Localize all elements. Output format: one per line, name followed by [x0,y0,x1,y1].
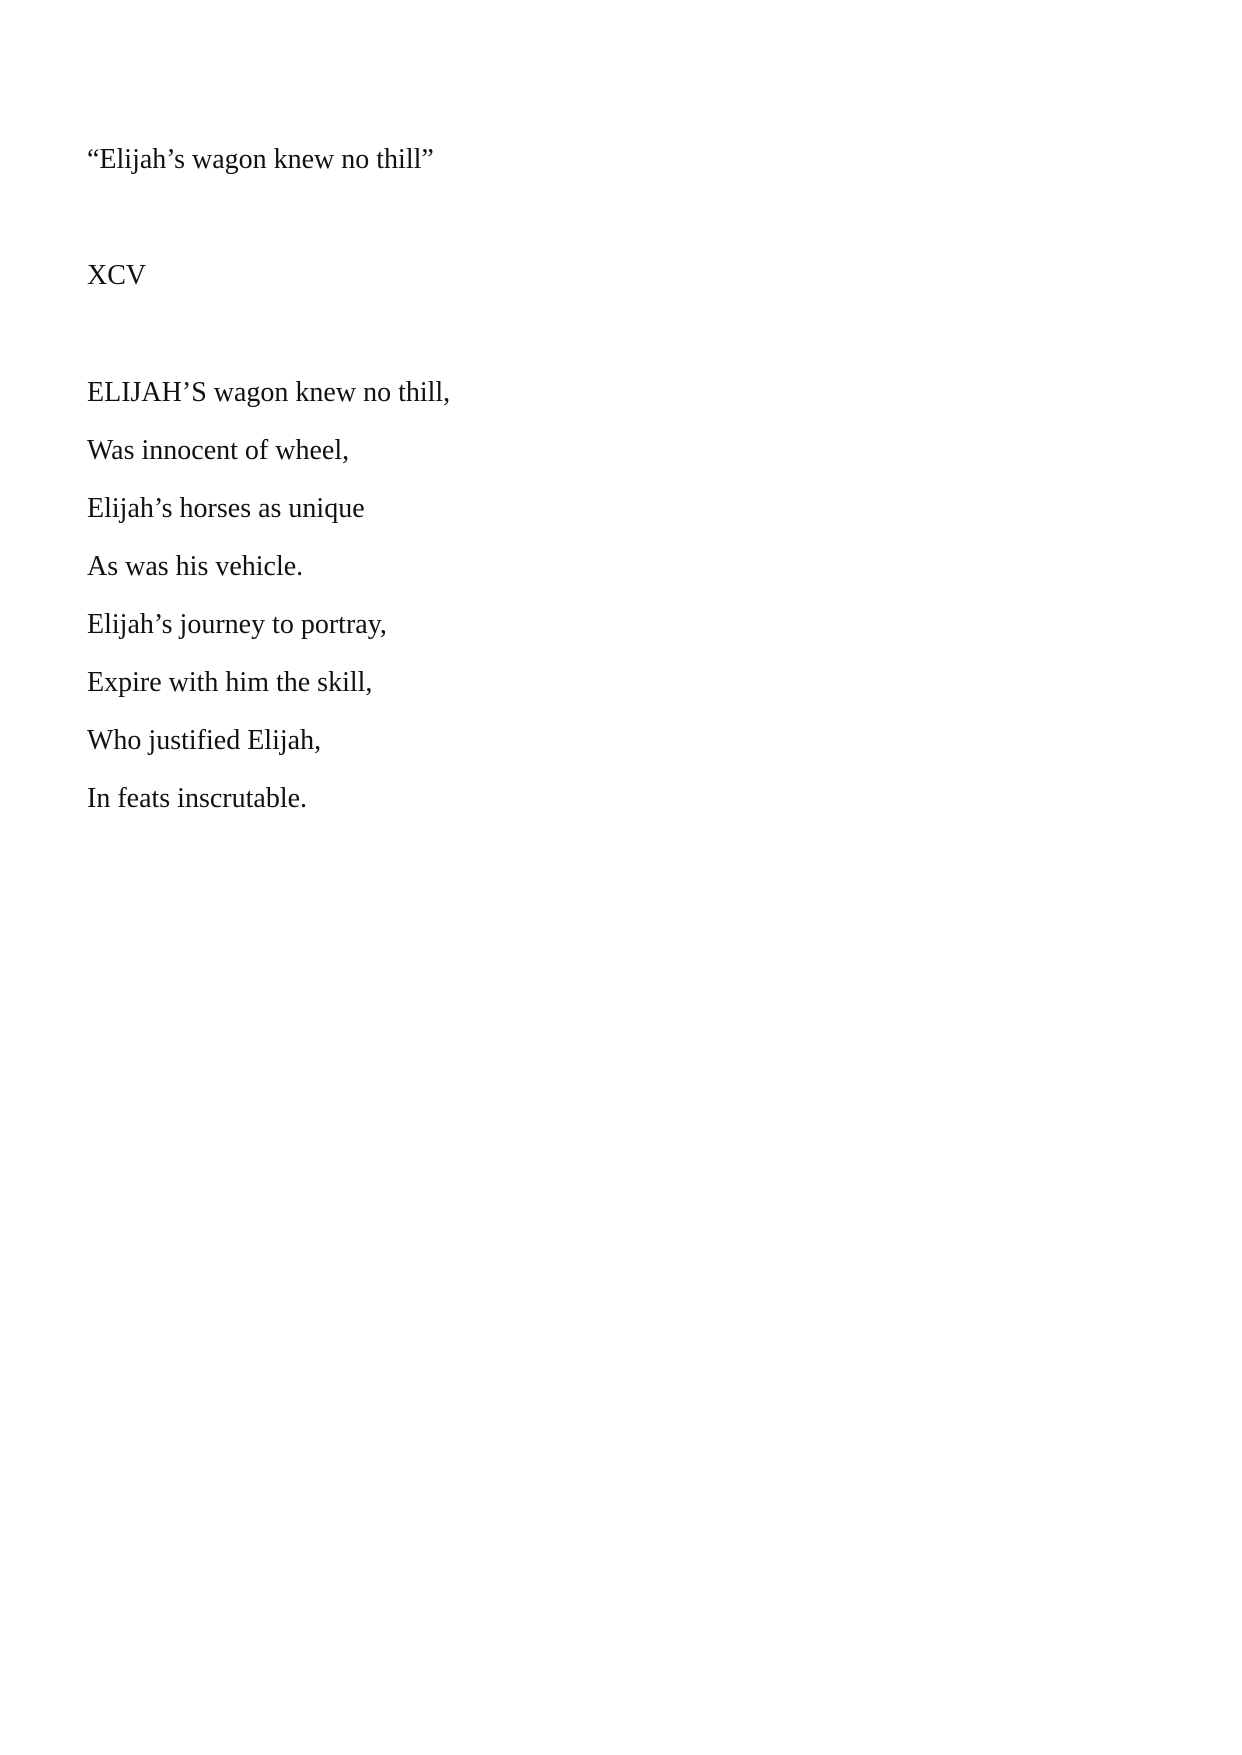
poem-line: ELIJAH’S wagon knew no thill, [87,377,451,408]
poem-line: Elijah’s horses as unique [87,493,365,524]
poem-line: Expire with him the skill, [87,667,373,698]
poem-stanza [87,376,450,840]
poem-number: XCV [87,260,147,291]
poem-line: Was innocent of wheel, [87,435,350,466]
poem-line: As was his vehicle. [87,551,304,582]
poem-title: “Elijah’s wagon knew no thill” [87,144,434,175]
poem-line: Elijah’s journey to portray, [87,609,387,640]
poem-line: Who justified Elijah, [87,725,322,756]
poem-line: In feats inscrutable. [87,783,308,814]
